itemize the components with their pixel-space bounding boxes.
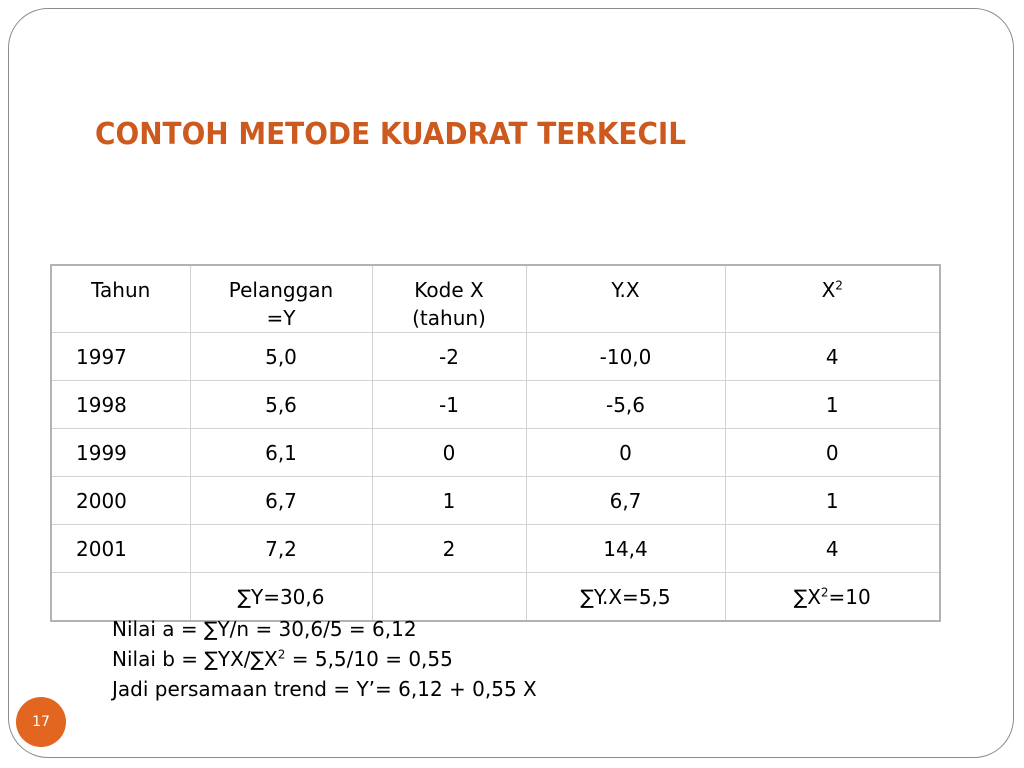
page-number-badge: 17 bbox=[16, 697, 66, 747]
cell-tahun: 2001 bbox=[51, 525, 190, 573]
total-y: ∑Y=30,6 bbox=[190, 573, 372, 622]
table-row bbox=[51, 429, 940, 477]
header-kode-x bbox=[372, 265, 526, 333]
cell-x2: 4 bbox=[725, 525, 940, 573]
cell-y: 5,6 bbox=[190, 381, 372, 429]
note-b-sup: 2 bbox=[277, 647, 286, 662]
header-kode-line1: Kode X bbox=[414, 278, 484, 302]
cell-x: -2 bbox=[372, 333, 526, 381]
total-x2-sup: 2 bbox=[820, 585, 829, 600]
cell-yx: 0 bbox=[526, 429, 725, 477]
note-b-prefix: Nilai b = ∑YX/∑X bbox=[112, 647, 278, 671]
cell-yx: -10,0 bbox=[526, 333, 725, 381]
note-b-suffix: = 5,5/10 = 0,55 bbox=[285, 647, 453, 671]
cell-x2: 4 bbox=[725, 333, 940, 381]
note-value-b bbox=[112, 644, 537, 674]
header-tahun: Tahun bbox=[51, 265, 190, 333]
table-header-row bbox=[51, 265, 940, 333]
header-pelanggan bbox=[190, 265, 372, 333]
total-x2 bbox=[725, 573, 940, 622]
header-x2-sup: 2 bbox=[835, 278, 843, 293]
total-x2-prefix: ∑X bbox=[793, 585, 821, 609]
least-squares-table bbox=[50, 264, 941, 622]
cell-y: 6,1 bbox=[190, 429, 372, 477]
header-kode-line2: (tahun) bbox=[412, 306, 486, 330]
header-x2-base: X bbox=[821, 278, 836, 302]
cell-tahun: 1999 bbox=[51, 429, 190, 477]
table-row bbox=[51, 333, 940, 381]
cell-x2: 1 bbox=[725, 477, 940, 525]
note-value-a: Nilai a = ∑Y/n = 30,6/5 = 6,12 bbox=[112, 617, 417, 641]
table-row bbox=[51, 525, 940, 573]
cell-yx: -5,6 bbox=[526, 381, 725, 429]
cell-yx: 6,7 bbox=[526, 477, 725, 525]
header-x-squared bbox=[725, 265, 940, 333]
cell-y: 5,0 bbox=[190, 333, 372, 381]
header-pelanggan-line2: =Y bbox=[266, 306, 296, 330]
slide-title: CONTOH METODE KUADRAT TERKECIL bbox=[95, 117, 687, 152]
cell-x: -1 bbox=[372, 381, 526, 429]
cell-y: 6,7 bbox=[190, 477, 372, 525]
table-row bbox=[51, 477, 940, 525]
cell-tahun: 2000 bbox=[51, 477, 190, 525]
cell-x: 2 bbox=[372, 525, 526, 573]
header-yx: Y.X bbox=[526, 265, 725, 333]
cell-x: 0 bbox=[372, 429, 526, 477]
cell-tahun: 1998 bbox=[51, 381, 190, 429]
cell-y: 7,2 bbox=[190, 525, 372, 573]
cell-tahun: 1997 bbox=[51, 333, 190, 381]
note-trend-equation: Jadi persamaan trend = Y’= 6,12 + 0,55 X bbox=[112, 677, 537, 701]
cell-x: 1 bbox=[372, 477, 526, 525]
header-pelanggan-line1: Pelanggan bbox=[228, 278, 334, 302]
table-row bbox=[51, 381, 940, 429]
total-x2-suffix: =10 bbox=[828, 585, 871, 609]
total-yx: ∑Y.X=5,5 bbox=[526, 573, 725, 622]
cell-x2: 1 bbox=[725, 381, 940, 429]
cell-yx: 14,4 bbox=[526, 525, 725, 573]
calculation-notes bbox=[112, 614, 537, 704]
cell-x2: 0 bbox=[725, 429, 940, 477]
